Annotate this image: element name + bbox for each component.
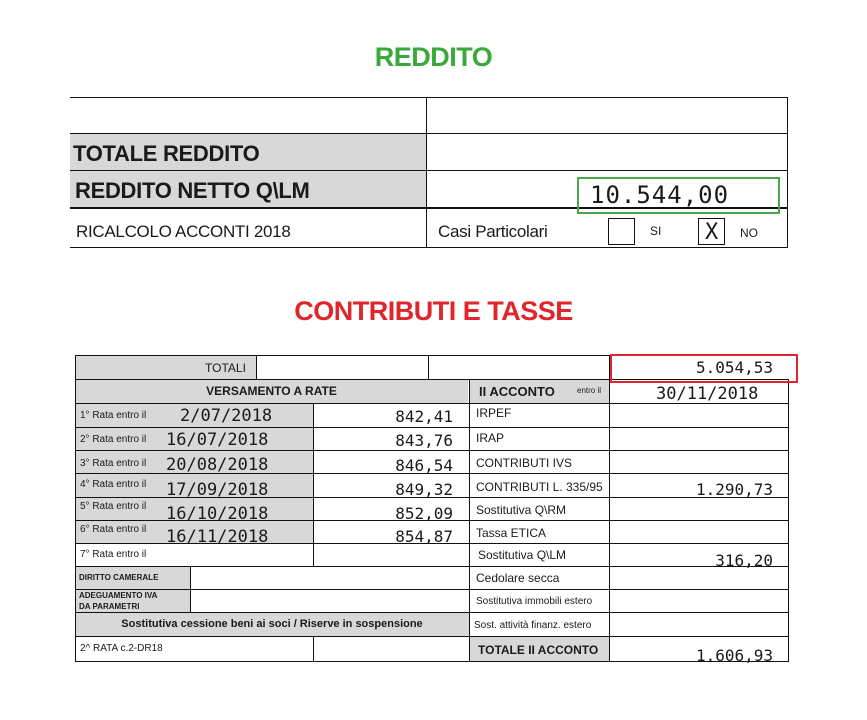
si-checkbox[interactable]: [608, 218, 635, 245]
acconto-item-label: Sostitutiva Q\RM: [476, 503, 567, 517]
ricalcolo-label: RICALCOLO ACCONTI 2018: [76, 222, 291, 241]
rata-label: 2° Rata entro il: [80, 434, 147, 445]
totale-ii-acconto-value: 1.606,93: [695, 646, 773, 665]
acconto-item-label: Sostitutiva immobili estero: [476, 596, 593, 607]
adeguamento-iva-label: ADEGUAMENTO IVA: [79, 591, 158, 600]
totale-ii-acconto-label: TOTALE II ACCONTO: [478, 643, 599, 657]
versamento-a-rate-header: VERSAMENTO A RATE: [206, 384, 337, 398]
acconto-item-label: CONTRIBUTI L. 335/95: [476, 480, 603, 494]
acconto-item-value: 316,20: [715, 551, 773, 570]
no-checkbox[interactable]: [698, 218, 725, 245]
sostitutiva-cessione-label: Sostitutiva cessione beni ai soci / Riserve in sospensione: [121, 618, 423, 630]
totale-reddito-label: TOTALE REDDITO: [73, 141, 260, 166]
acconto-item-label: Sostitutiva Q\LM: [478, 548, 567, 562]
rata-label: 6° Rata entro il: [80, 524, 147, 535]
acconto-item-label: Sost. attività finanz. estero: [474, 620, 592, 631]
rata-date: 16/10/2018: [166, 504, 269, 524]
rata-label: 3° Rata entro il: [80, 458, 147, 469]
acconto-date: 30/11/2018: [656, 384, 759, 404]
no-label: NO: [740, 226, 758, 240]
rata-label: 5° Rata entro il: [80, 501, 147, 512]
contributi-heading: CONTRIBUTI E TASSE: [294, 296, 573, 326]
entro-il-label: entro il: [577, 386, 602, 395]
rata-value: 849,32: [395, 480, 453, 499]
rata-date: 2/07/2018: [180, 406, 273, 426]
rata-label: 4° Rata entro il: [80, 479, 147, 490]
acconto-item-label: CONTRIBUTI IVS: [476, 456, 573, 470]
rata-date: 16/07/2018: [166, 430, 269, 450]
rata-value: 843,76: [395, 431, 453, 450]
casi-particolari-label: Casi Particolari: [438, 222, 548, 241]
totali-label: TOTALI: [205, 361, 246, 375]
rata-label: 7° Rata entro il: [80, 549, 147, 560]
rata-value: 842,41: [395, 407, 453, 426]
reddito-netto-label: REDDITO NETTO Q\LM: [75, 178, 310, 203]
acconto-item-label: IRPEF: [476, 406, 512, 420]
acconto-item-label: IRAP: [476, 431, 505, 445]
rata-label: 1° Rata entro il: [80, 410, 147, 421]
acconto-item-value: 1.290,73: [695, 480, 773, 499]
rata-date: 16/11/2018: [166, 527, 269, 547]
diritto-camerale-label: DIRITTO CAMERALE: [79, 573, 159, 582]
totali-value: 5.054,53: [695, 358, 773, 377]
acconto-item-label: Cedolare secca: [476, 571, 560, 585]
rata-date: 17/09/2018: [166, 480, 269, 500]
reddito-heading: REDDITO: [374, 42, 493, 72]
da-parametri-label: DA PARAMETRI: [79, 602, 140, 611]
seconda-rata-label: 2^ RATA c.2-DR18: [80, 643, 163, 654]
rata-date: 20/08/2018: [166, 455, 269, 475]
acconto-item-label: Tassa ETICA: [476, 526, 547, 540]
rata-value: 852,09: [395, 504, 453, 523]
reddito-netto-value: 10.544,00: [590, 181, 730, 209]
rata-value: 846,54: [395, 456, 453, 475]
si-label: SI: [650, 224, 662, 238]
rata-value: 854,87: [395, 527, 453, 546]
ii-acconto-header: II ACCONTO: [479, 384, 555, 399]
no-check-mark: X: [705, 220, 719, 245]
